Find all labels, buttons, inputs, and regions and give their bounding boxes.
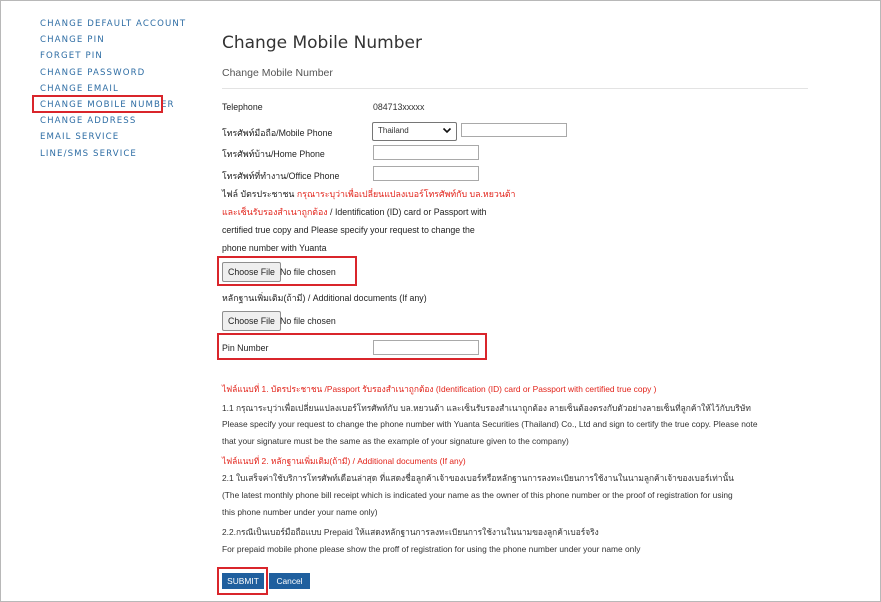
home-phone-label: โทรศัพท์บ้าน/Home Phone [222,149,325,159]
attachment-2-line-1: 2.1 ใบเสร็จค่าใช้บริการโทรศัพท์เดือนล่าสุด ที่แสดงชื่อลูกค้าเจ้าของเบอร์หรือหลักฐานการลงทะเบียนการใช้งานในนามลูกค้าเจ้าของเบอร์เท่านั้น [222,473,734,483]
id-file-instruction-line-2 [222,203,487,221]
telephone-label: Telephone [222,102,263,112]
sidebar-item-email-service[interactable]: EMAIL SERVICE [40,132,120,143]
additional-documents-label: หลักฐานเพิ่มเติม(ถ้ามี) / Additional documents (If any) [222,293,427,303]
attachment-2-line-4: 2.2.กรณีเป็นเบอร์มือถือแบบ Prepaid ให้แสดงหลักฐานการลงทะเบียนการใช้งานในนามของลูกค้าเบอร์จริง [222,527,599,537]
chevron-down-icon [442,125,452,135]
attachment-2-line-2: (The latest monthly phone bill receipt which is indicated your name as the owner of this phone number or the proof of registration for using [222,490,733,500]
country-select[interactable] [372,122,457,141]
section-divider [222,88,808,89]
country-select-value: Thailand [378,126,409,135]
sidebar-item-change-mobile-number[interactable]: CHANGE MOBILE NUMBER [40,97,186,113]
attachment-1-line-2: Please specify your request to change the phone number with Yuanta Securities (Thailand) Co., Ltd and sign to certify the true copy. Please note [222,419,758,429]
telephone-value: 084713xxxxx [373,102,425,112]
attachment-2-title: ไฟล์แนบที่ 2. หลักฐานเพิ่มเติม(ถ้ามี) / Additional documents (If any) [222,456,466,466]
page-title: Change Mobile Number [222,33,422,53]
id-file-red-text-2: และเซ็นรับรองสำเนาถูกต้อง [222,207,328,217]
id-file-red-text: กรุณาระบุว่าเพื่อเปลี่ยนแปลงเบอร์โทรศัพท์กับ บล.หยวนต้า [296,189,516,199]
mobile-phone-label: โทรศัพท์มือถือ/Mobile Phone [222,128,333,138]
office-phone-input[interactable] [373,166,479,181]
sidebar-item-change-pin[interactable]: CHANGE PIN [40,35,105,46]
id-file-prefix: ไฟล์ บัตรประชาชน [222,189,297,199]
sidebar-item-change-default-account[interactable]: CHANGE DEFAULT ACCOUNT [40,19,187,29]
attachment-1-title: ไฟล์แนบที่ 1. บัตรประชาชน /Passport รับรองสำเนาถูกต้อง (Identification (ID) card or Passport with certified true copy ) [222,384,657,394]
sidebar-menu [40,16,186,162]
attachment-2-line-3: this phone number under your name only) [222,507,378,517]
sidebar-item-change-password[interactable]: CHANGE PASSWORD [40,67,146,78]
id-file-status: No file chosen [280,267,336,277]
id-file-instruction-line-3: certified true copy and Please specify your request to change the [222,225,475,235]
sidebar-item-change-address[interactable]: CHANGE ADDRESS [40,116,137,127]
submit-button[interactable]: SUBMIT [222,573,264,589]
id-file-instruction-line-1 [222,185,516,203]
id-file-choose-button[interactable]: Choose File [222,262,281,282]
attachment-2-line-5: For prepaid mobile phone please show the proff of registration for using the phone number under your name only [222,544,641,554]
sidebar-item-line-sms-service[interactable]: LINE/SMS SERVICE [40,148,137,159]
additional-file-status: No file chosen [280,316,336,326]
cancel-button[interactable]: Cancel [269,573,310,589]
id-file-line2-rest: / Identification (ID) card or Passport with [327,207,487,217]
attachment-1-line-1: 1.1 กรุณาระบุว่าเพื่อเปลี่ยนแปลงเบอร์โทรศัพท์กับ บล.หยวนต้า และเซ็นรับรองสำเนาถูกต้อง ลายเซ็นต้องตรงกับตัวอย่างลายเซ็นที่ลูกค้าให้ไว้กับบริษัท [222,403,751,413]
sidebar-item-change-email[interactable]: CHANGE EMAIL [40,83,119,94]
home-phone-input[interactable] [373,145,479,160]
section-title: Change Mobile Number [222,67,333,79]
pin-number-input[interactable] [373,340,479,355]
pin-number-label: Pin Number [222,343,269,353]
id-file-instruction-line-4: phone number with Yuanta [222,243,327,253]
mobile-phone-input[interactable] [461,123,567,137]
office-phone-label: โทรศัพท์ที่ทำงาน/Office Phone [222,171,340,181]
sidebar-item-forget-pin[interactable]: FORGET PIN [40,51,103,62]
additional-file-choose-button[interactable]: Choose File [222,311,281,331]
attachment-1-line-3: that your signature must be the same as the example of your signature given to the company) [222,436,569,446]
